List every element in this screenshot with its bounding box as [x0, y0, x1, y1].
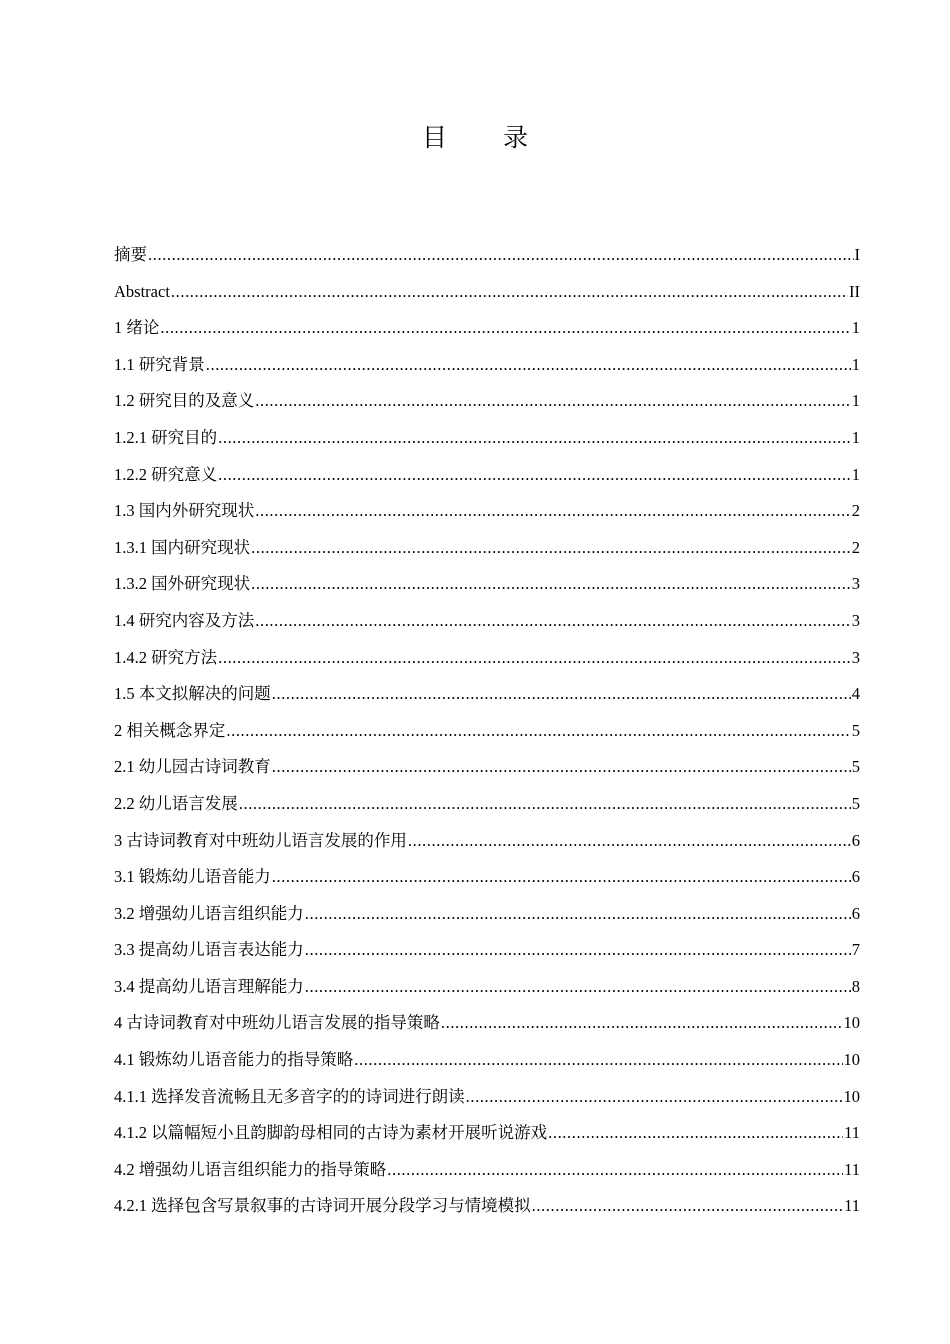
page-title: 目 录 [422, 123, 552, 152]
toc-dot-leader [532, 1191, 843, 1221]
toc-entry-page-number: 11 [844, 1159, 860, 1179]
toc-entry-label: 3.1 锻炼幼儿语音能力 [114, 867, 271, 887]
toc-entry[interactable] [114, 752, 860, 789]
toc-entry-label: 1.4 研究内容及方法 [114, 610, 255, 630]
toc-entry[interactable] [114, 789, 860, 826]
toc-entry-label: 4.2 增强幼儿语言组织能力的指导策略 [114, 1159, 387, 1179]
toc-entry-page-number: 6 [851, 903, 860, 923]
toc-entry-label: 4.1 锻炼幼儿语音能力的指导策略 [114, 1050, 354, 1070]
toc-entry-label: 3.2 增强幼儿语言组织能力 [114, 903, 304, 923]
toc-entry-page-number: 10 [843, 1050, 860, 1070]
toc-entry-label: 4 古诗词教育对中班幼儿语言发展的指导策略 [114, 1013, 440, 1033]
toc-entry[interactable] [114, 533, 860, 570]
toc-entry[interactable] [114, 716, 860, 753]
toc-entry-page-number: 7 [851, 940, 860, 960]
toc-dot-leader [218, 423, 851, 453]
toc-entry[interactable] [114, 826, 860, 863]
toc-entry-page-number: 2 [851, 501, 860, 521]
toc-entry[interactable] [114, 1118, 860, 1155]
table-of-contents [114, 240, 860, 1228]
toc-entry[interactable] [114, 643, 860, 680]
toc-entry-page-number: 8 [851, 976, 860, 996]
toc-entry-page-number: 6 [851, 867, 860, 887]
toc-entry-label: 1.3.2 国外研究现状 [114, 574, 251, 594]
toc-entry-page-number: 1 [851, 318, 860, 338]
toc-dot-leader [305, 935, 851, 965]
toc-entry-page-number: 2 [851, 537, 860, 557]
toc-entry-page-number: 5 [851, 757, 860, 777]
toc-dot-leader [251, 569, 851, 599]
toc-entry-page-number: 4 [851, 684, 860, 704]
toc-entry[interactable] [114, 240, 860, 277]
toc-entry[interactable] [114, 1155, 860, 1192]
toc-entry-label: 1.3.1 国内研究现状 [114, 537, 251, 557]
toc-entry[interactable] [114, 679, 860, 716]
toc-entry-page-number: 5 [851, 793, 860, 813]
toc-entry-label: 3.4 提高幼儿语言理解能力 [114, 976, 304, 996]
toc-entry[interactable] [114, 1191, 860, 1228]
toc-entry[interactable] [114, 862, 860, 899]
toc-entry[interactable] [114, 606, 860, 643]
toc-dot-leader [255, 606, 851, 636]
toc-entry[interactable] [114, 935, 860, 972]
toc-dot-leader [171, 277, 848, 307]
toc-entry[interactable] [114, 313, 860, 350]
toc-entry-page-number: 3 [851, 610, 860, 630]
toc-dot-leader [206, 350, 851, 380]
toc-entry-page-number: 5 [851, 720, 860, 740]
toc-entry-label: 2.2 幼儿语言发展 [114, 793, 238, 813]
toc-entry-label: 1 绪论 [114, 318, 160, 338]
toc-entry-label: 1.2.2 研究意义 [114, 464, 218, 484]
toc-entry[interactable] [114, 423, 860, 460]
toc-entry-label: 1.5 本文拟解决的问题 [114, 684, 271, 704]
toc-entry[interactable] [114, 899, 860, 936]
toc-entry-label: 1.2.1 研究目的 [114, 427, 218, 447]
toc-entry-page-number: 1 [851, 464, 860, 484]
toc-entry-label: 1.1 研究背景 [114, 354, 205, 374]
toc-dot-leader [548, 1118, 843, 1148]
toc-entry-label: 摘要 [114, 245, 147, 264]
toc-dot-leader [272, 862, 851, 892]
toc-entry-page-number: 3 [851, 574, 860, 594]
toc-entry[interactable] [114, 277, 860, 314]
toc-entry-label: 1.4.2 研究方法 [114, 647, 218, 667]
toc-entry-label: 3 古诗词教育对中班幼儿语言发展的作用 [114, 830, 407, 850]
toc-entry[interactable] [114, 1082, 860, 1119]
toc-dot-leader [218, 643, 851, 673]
toc-dot-leader [272, 752, 851, 782]
toc-dot-leader [160, 313, 850, 343]
toc-entry[interactable] [114, 386, 860, 423]
toc-entry[interactable] [114, 350, 860, 387]
toc-dot-leader [305, 972, 851, 1002]
toc-dot-leader [218, 460, 851, 490]
toc-entry-page-number: 10 [843, 1086, 860, 1106]
toc-entry[interactable] [114, 460, 860, 497]
toc-dot-leader [148, 240, 854, 270]
toc-entry-page-number: 10 [843, 1013, 860, 1033]
toc-entry[interactable] [114, 496, 860, 533]
toc-entry-page-number: I [854, 245, 860, 264]
toc-dot-leader [305, 899, 851, 929]
toc-dot-leader [226, 716, 850, 746]
toc-entry-label: 3.3 提高幼儿语言表达能力 [114, 940, 304, 960]
toc-entry-label: 1.2 研究目的及意义 [114, 391, 255, 411]
toc-entry-label: 2 相关概念界定 [114, 720, 226, 740]
toc-dot-leader [408, 826, 851, 856]
toc-dot-leader [251, 533, 851, 563]
toc-dot-leader [441, 1008, 843, 1038]
toc-entry[interactable] [114, 972, 860, 1009]
toc-dot-leader [466, 1082, 843, 1112]
toc-dot-leader [272, 679, 851, 709]
toc-dot-leader [239, 789, 851, 819]
toc-entry[interactable] [114, 1008, 860, 1045]
toc-entry-page-number: 1 [851, 427, 860, 447]
toc-entry-label: 4.1.2 以篇幅短小且韵脚韵母相同的古诗为素材开展听说游戏 [114, 1123, 548, 1143]
toc-entry-page-number: 1 [851, 391, 860, 411]
toc-dot-leader [387, 1155, 843, 1185]
toc-entry-page-number: II [849, 281, 860, 301]
toc-entry-page-number: 6 [851, 830, 860, 850]
toc-entry-page-number: 11 [844, 1123, 860, 1143]
toc-entry-label: 2.1 幼儿园古诗词教育 [114, 757, 271, 777]
toc-dot-leader [255, 496, 851, 526]
toc-dot-leader [255, 386, 851, 416]
toc-dot-leader [354, 1045, 842, 1075]
toc-entry[interactable] [114, 1045, 860, 1082]
toc-entry-label: 1.3 国内外研究现状 [114, 501, 255, 521]
toc-entry-label: Abstract [114, 281, 170, 301]
toc-entry[interactable] [114, 569, 860, 606]
toc-entry-label: 4.1.1 选择发音流畅且无多音字的的诗词进行朗读 [114, 1086, 465, 1106]
toc-entry-page-number: 1 [851, 354, 860, 374]
toc-entry-page-number: 11 [844, 1196, 860, 1216]
toc-entry-label: 4.2.1 选择包含写景叙事的古诗词开展分段学习与情境模拟 [114, 1196, 531, 1216]
toc-entry-page-number: 3 [851, 647, 860, 667]
